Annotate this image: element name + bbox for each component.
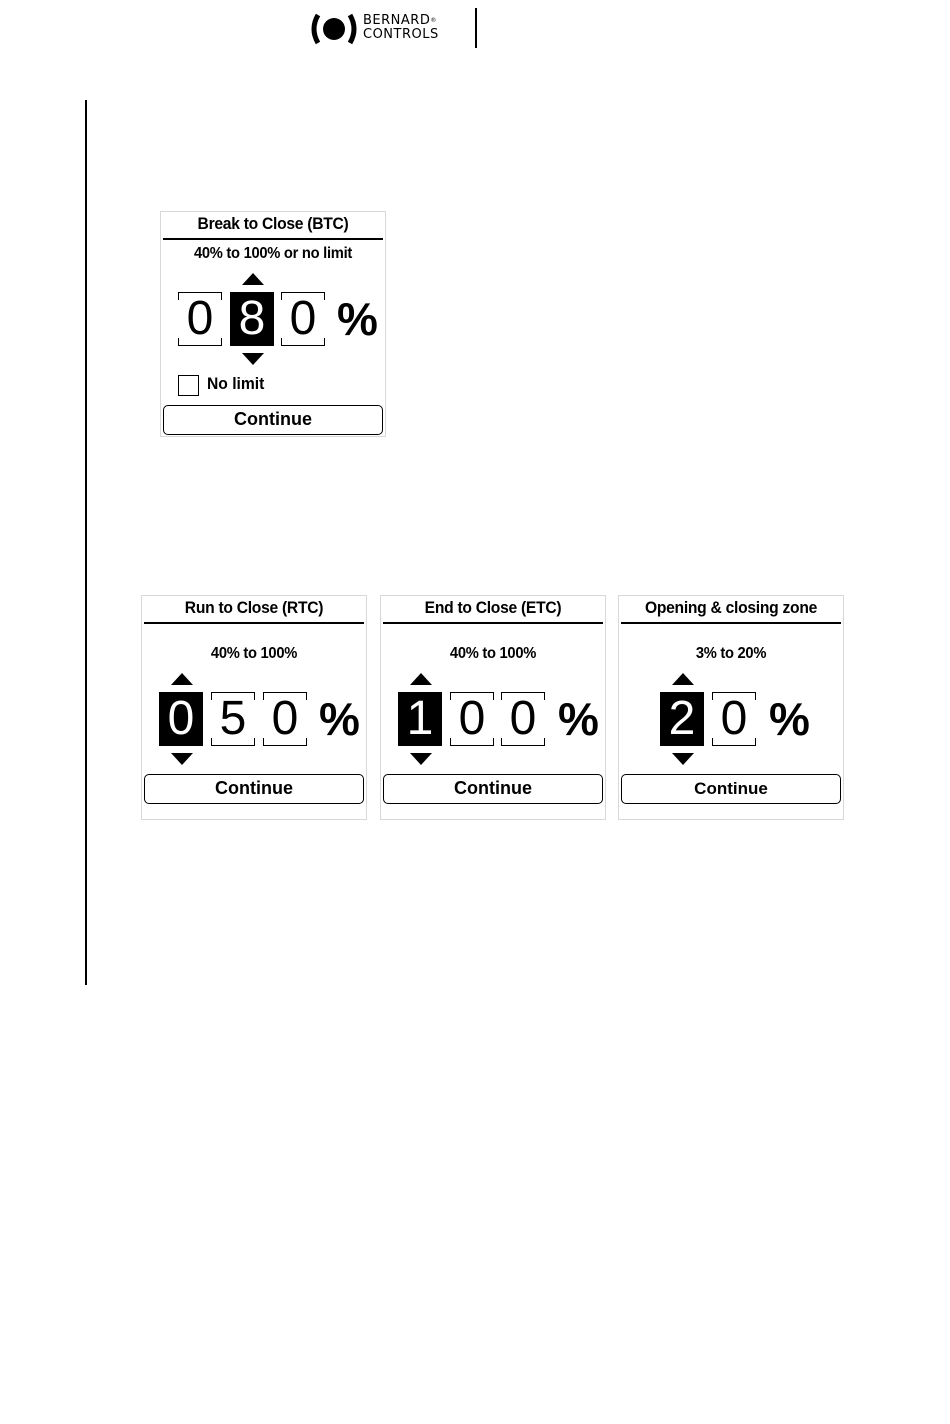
title-divider [144,622,364,624]
screen-title: Break to Close (BTC) [197,214,349,233]
continue-button[interactable]: Continue [163,405,383,435]
etc-screen [380,595,606,820]
digit-hundreds-selected[interactable]: 0 [159,692,203,746]
rtc-screen [141,595,367,820]
brand-registered-mark: ® [430,17,437,24]
screen-title: End to Close (ETC) [424,598,562,617]
title-divider [621,622,841,624]
increment-arrow-icon[interactable] [242,273,264,285]
screen-title: Opening & closing zone [644,598,818,617]
brand-line-2: CONTROLS [363,27,439,42]
percent-sign: % [769,693,810,745]
decrement-arrow-icon[interactable] [410,753,432,765]
margin-rule [85,100,87,985]
bernard-logo-icon [310,12,358,46]
digit-tens-selected[interactable]: 8 [230,292,274,346]
digit-units[interactable]: 0 [712,692,756,746]
brand-wordmark [363,14,439,42]
title-divider [383,622,603,624]
header-divider [475,8,477,48]
zone-screen [618,595,844,820]
range-text: 40% to 100% or no limit [193,245,353,262]
digit-units[interactable]: 0 [281,292,325,346]
digit-hundreds[interactable]: 0 [178,292,222,346]
digit-units[interactable]: 0 [501,692,545,746]
digit-tens[interactable]: 0 [450,692,494,746]
decrement-arrow-icon[interactable] [171,753,193,765]
digit-units[interactable]: 0 [263,692,307,746]
title-divider [163,238,383,240]
continue-button[interactable]: Continue [621,774,841,804]
increment-arrow-icon[interactable] [171,673,193,685]
no-limit-label: No limit [207,374,265,393]
percent-sign: % [337,293,378,345]
percent-sign: % [319,693,360,745]
range-text: 3% to 20% [695,645,767,662]
continue-button[interactable]: Continue [144,774,364,804]
range-text: 40% to 100% [210,645,298,662]
screen-title: Run to Close (RTC) [184,598,324,617]
digit-tens-selected[interactable]: 2 [660,692,704,746]
digit-hundreds-selected[interactable]: 1 [398,692,442,746]
digit-tens[interactable]: 5 [211,692,255,746]
percent-sign: % [558,693,599,745]
btc-screen [160,211,386,437]
brand-line-1: BERNARD [363,13,431,28]
increment-arrow-icon[interactable] [672,673,694,685]
decrement-arrow-icon[interactable] [242,353,264,365]
range-text: 40% to 100% [449,645,537,662]
increment-arrow-icon[interactable] [410,673,432,685]
decrement-arrow-icon[interactable] [672,753,694,765]
continue-button[interactable]: Continue [383,774,603,804]
no-limit-checkbox[interactable] [178,375,199,396]
